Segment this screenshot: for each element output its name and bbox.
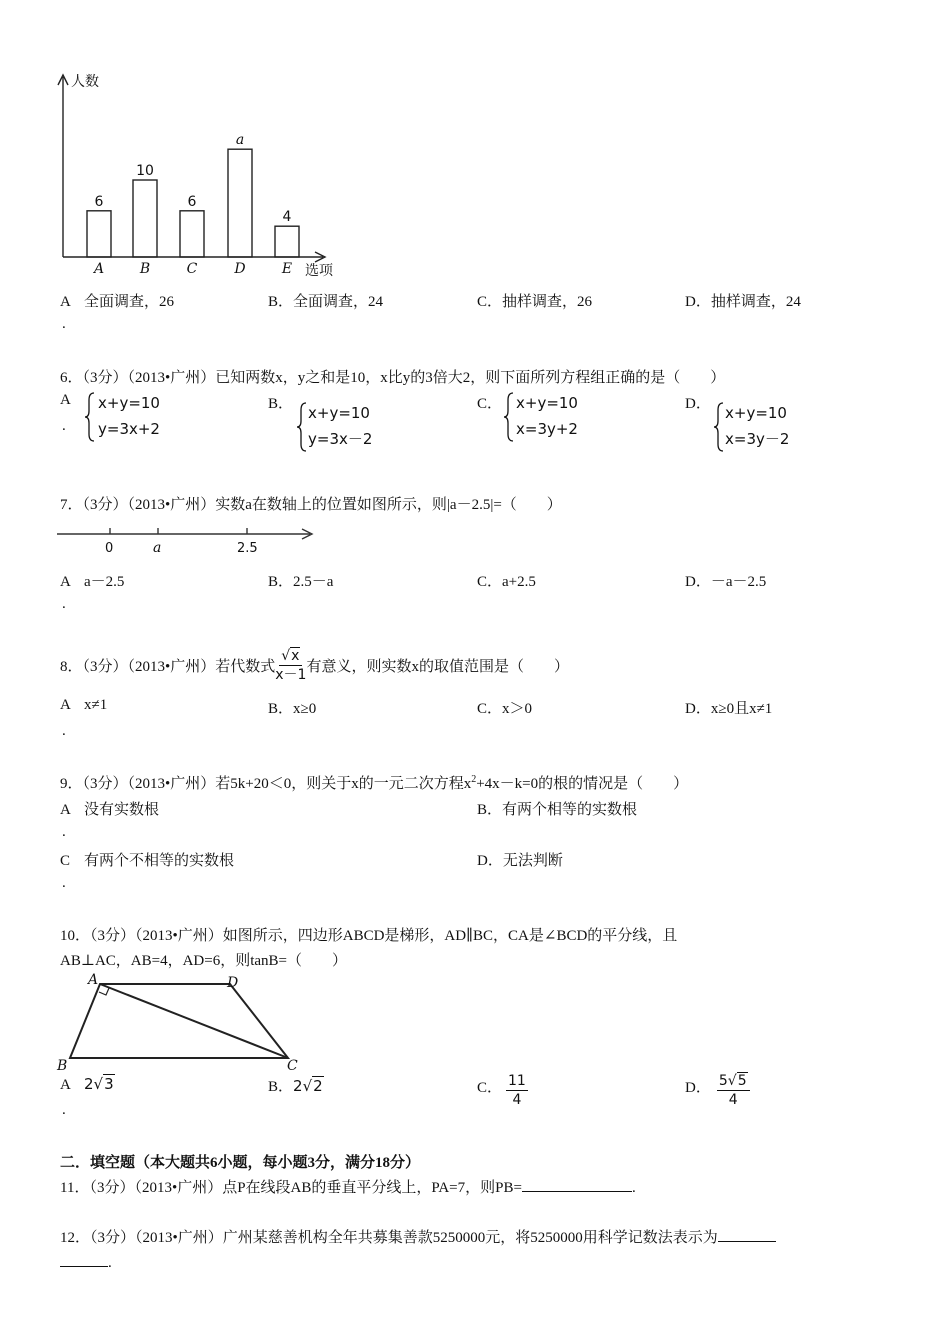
equation-system bbox=[308, 400, 372, 452]
option-letter: A bbox=[60, 1077, 71, 1093]
option-letter: A bbox=[60, 697, 71, 713]
option-letter: B． bbox=[268, 574, 294, 590]
q12-text: 12．（3分）（2013•广州）广州某慈善机构全年共募集善款5250000元，将5250000用科学记数法表示为 bbox=[60, 1230, 718, 1246]
q8-option-a[interactable] bbox=[60, 697, 107, 714]
q6-option-c[interactable] bbox=[477, 390, 657, 450]
option-text: 全面调查，26 bbox=[84, 294, 175, 310]
bar-E bbox=[275, 226, 299, 257]
q8-option-b[interactable] bbox=[268, 697, 316, 718]
equation-system bbox=[98, 390, 160, 442]
option-text: 抽样调查，24 bbox=[710, 294, 801, 310]
q6-stem: 6．（3分）（2013•广州）已知两数x，y之和是10，x比y的3倍大2，则下面所列方程组正确的是（ ） bbox=[60, 370, 726, 386]
superscript: 2 bbox=[471, 774, 477, 785]
option-text: 有两个相等的实数根 bbox=[502, 802, 638, 818]
q10-option-a[interactable] bbox=[60, 1075, 115, 1094]
option-letter: B． bbox=[268, 294, 294, 310]
radicand: 5 bbox=[737, 1073, 747, 1089]
bar-value-label: 4 bbox=[282, 209, 292, 226]
q12 bbox=[60, 1226, 776, 1247]
option-text: 全面调查，24 bbox=[293, 294, 384, 310]
category-label: C bbox=[186, 261, 198, 277]
denominator: 4 bbox=[512, 1092, 522, 1108]
denominator: x－1 bbox=[275, 666, 307, 683]
option-letter: D． bbox=[477, 853, 503, 869]
brace-icon bbox=[84, 392, 96, 442]
option-dot: . bbox=[62, 418, 66, 434]
q10-option-c[interactable] bbox=[477, 1072, 528, 1109]
option-dot: . bbox=[62, 723, 66, 739]
option-dot: . bbox=[62, 596, 66, 612]
option-text: 抽样调查，26 bbox=[502, 294, 593, 310]
option-letter: C． bbox=[477, 396, 503, 412]
right-angle-mark bbox=[99, 988, 109, 995]
option-letter: A bbox=[60, 802, 71, 818]
brace-icon bbox=[503, 392, 515, 442]
number-line bbox=[55, 520, 325, 560]
q12-line2 bbox=[60, 1252, 112, 1272]
equation-line: x+y=10 bbox=[516, 394, 578, 412]
equation-system bbox=[725, 400, 789, 452]
q10-option-b[interactable] bbox=[268, 1075, 324, 1096]
y-axis-label: 人数 bbox=[71, 74, 99, 90]
option-letter: C． bbox=[477, 294, 503, 310]
q11-text: 11．（3分）（2013•广州）点P在线段AB的垂直平分线上，PA=7，则PB= bbox=[60, 1180, 522, 1196]
option-text: －a－2.5 bbox=[710, 574, 767, 590]
bar-C bbox=[180, 211, 204, 257]
q7-option-d[interactable] bbox=[685, 570, 766, 591]
option-text: x≠1 bbox=[84, 697, 108, 713]
option-text: x≥0 bbox=[293, 701, 317, 717]
option-letter: C． bbox=[477, 701, 503, 717]
fraction bbox=[275, 647, 306, 684]
option-dot: . bbox=[62, 875, 66, 891]
option-letter: C bbox=[60, 853, 71, 869]
equation-line: x+y=10 bbox=[98, 394, 160, 412]
q6-option-d[interactable] bbox=[685, 390, 865, 460]
option-letter: B． bbox=[268, 396, 294, 412]
bar-chart bbox=[55, 65, 355, 280]
vertex-label: A bbox=[88, 972, 99, 988]
option-text: 2.5－a bbox=[293, 574, 334, 590]
option-letter: C． bbox=[477, 1080, 503, 1096]
equation-line: x=3y－2 bbox=[725, 430, 790, 448]
q7-option-c[interactable] bbox=[477, 570, 536, 591]
option-letter: A bbox=[60, 574, 71, 590]
brace-icon bbox=[713, 402, 725, 452]
option-letter: D． bbox=[685, 1080, 711, 1096]
q9-option-c[interactable] bbox=[60, 849, 234, 870]
option-letter: D． bbox=[685, 701, 711, 717]
coefficient: 2 bbox=[84, 1075, 94, 1093]
answer-blank[interactable] bbox=[718, 1227, 776, 1242]
answer-blank-cont[interactable] bbox=[60, 1252, 108, 1267]
equation-system bbox=[516, 390, 578, 442]
option-letter: D． bbox=[685, 294, 711, 310]
option-text: x≥0且x≠1 bbox=[710, 701, 773, 717]
bar-A bbox=[87, 211, 111, 257]
q8-option-d[interactable] bbox=[685, 697, 772, 718]
q8-option-c[interactable] bbox=[477, 697, 532, 718]
bar-B bbox=[133, 180, 157, 257]
option-text: 没有实数根 bbox=[84, 802, 160, 818]
q7-option-a[interactable] bbox=[60, 570, 124, 591]
option-text: a+2.5 bbox=[502, 574, 536, 590]
tick-label: 2.5 bbox=[237, 541, 258, 556]
bar-value-label: 10 bbox=[136, 163, 154, 179]
option-text: 有两个不相等的实数根 bbox=[84, 853, 235, 869]
option-letter: A bbox=[60, 294, 71, 310]
trapezoid-figure bbox=[55, 970, 315, 1076]
equation-line: x=3y+2 bbox=[516, 420, 578, 438]
q7-option-b[interactable] bbox=[268, 570, 333, 591]
sqrt-icon: √ bbox=[93, 1075, 104, 1093]
q11 bbox=[60, 1176, 636, 1197]
option-text: x＞0 bbox=[502, 701, 533, 717]
fraction bbox=[506, 1072, 528, 1109]
q9-stem-before: 9．（3分）（2013•广州）若5k+20＜0，则关于x的一元二次方程x bbox=[60, 776, 472, 792]
q9-option-b[interactable] bbox=[477, 798, 637, 819]
q7-stem: 7．（3分）（2013•广州）实数a在数轴上的位置如图所示，则|a－2.5|=（ ） bbox=[60, 497, 562, 513]
tick-label: 0 bbox=[105, 541, 114, 556]
equation-line: x+y=10 bbox=[308, 404, 370, 422]
sqrt-icon: √ bbox=[302, 1077, 313, 1095]
coefficient: 2 bbox=[293, 1077, 303, 1095]
q10-option-d[interactable] bbox=[685, 1072, 750, 1109]
q9-option-a[interactable] bbox=[60, 798, 159, 819]
section-title: 二．填空题（本大题共6小题，每小题3分，满分18分） bbox=[60, 1155, 421, 1171]
vertex-label: B bbox=[57, 1058, 68, 1074]
category-label: A bbox=[93, 261, 105, 277]
q9-stem bbox=[60, 772, 688, 793]
vertex-label: D bbox=[227, 975, 239, 991]
equation-line: y=3x－2 bbox=[308, 430, 373, 448]
option-letter: D． bbox=[685, 396, 711, 412]
q5-option-a[interactable] bbox=[60, 290, 174, 311]
radicand: 2 bbox=[313, 1077, 323, 1095]
option-letter: B． bbox=[477, 802, 503, 818]
q9-stem-after: +4x－k=0的根的情况是（ ） bbox=[476, 776, 689, 792]
option-letter: C． bbox=[477, 574, 503, 590]
category-label: D bbox=[234, 261, 246, 277]
option-letter: B． bbox=[268, 1079, 294, 1095]
bar-value-label: a bbox=[235, 132, 245, 149]
bar-D bbox=[228, 149, 252, 257]
denominator: 4 bbox=[728, 1092, 738, 1108]
option-letter: D． bbox=[685, 574, 711, 590]
brace-icon bbox=[296, 402, 308, 452]
option-text: 无法判断 bbox=[502, 853, 563, 869]
sqrt-icon: √ bbox=[281, 647, 291, 664]
tick-label: a bbox=[153, 540, 162, 556]
q10-stem-line1: 10．（3分）（2013•广州）如图所示，四边形ABCD是梯形，AD∥BC，CA是∠BCD的平分线，且 bbox=[60, 928, 678, 944]
q8-stem bbox=[60, 640, 569, 690]
coefficient: 5 bbox=[718, 1073, 728, 1089]
option-text: a－2.5 bbox=[84, 574, 125, 590]
radicand: x bbox=[291, 647, 300, 664]
q8-stem-before: 8．（3分）（2013•广州）若代数式 bbox=[60, 658, 276, 675]
q5-option-d[interactable] bbox=[685, 290, 801, 311]
bar-value-label: 6 bbox=[187, 193, 197, 210]
answer-blank[interactable] bbox=[522, 1177, 632, 1192]
option-dot: . bbox=[62, 824, 66, 840]
q9-option-d[interactable] bbox=[477, 849, 563, 870]
q10-stem-line2: AB⊥AC，AB=4，AD=6，则tanB=（ ） bbox=[60, 953, 347, 969]
numerator: 11 bbox=[508, 1073, 526, 1089]
q12-end: . bbox=[108, 1255, 112, 1271]
q11-end: . bbox=[631, 1180, 636, 1196]
category-label: B bbox=[139, 261, 151, 277]
x-axis-label: 选项 bbox=[305, 263, 333, 279]
q8-stem-after: 有意义，则实数x的取值范围是（ ） bbox=[306, 658, 569, 675]
vertex-label: C bbox=[287, 1058, 298, 1074]
q6-option-a[interactable] bbox=[60, 390, 240, 450]
sqrt-icon: √ bbox=[727, 1073, 737, 1089]
numerator bbox=[717, 1072, 750, 1091]
option-letter: A bbox=[60, 392, 71, 408]
category-label: E bbox=[281, 261, 293, 277]
q5-option-b[interactable] bbox=[268, 290, 383, 311]
q5-option-c[interactable] bbox=[477, 290, 592, 311]
option-letter: B． bbox=[268, 701, 294, 717]
fraction bbox=[717, 1072, 750, 1109]
equation-line: y=3x+2 bbox=[98, 420, 160, 438]
option-dot: . bbox=[62, 1102, 66, 1118]
trapezoid bbox=[70, 984, 288, 1058]
radicand: 3 bbox=[104, 1075, 114, 1093]
q6-option-b[interactable] bbox=[268, 390, 448, 460]
bar-value-label: 6 bbox=[94, 193, 104, 210]
option-dot: . bbox=[62, 316, 66, 332]
equation-line: x+y=10 bbox=[725, 404, 787, 422]
